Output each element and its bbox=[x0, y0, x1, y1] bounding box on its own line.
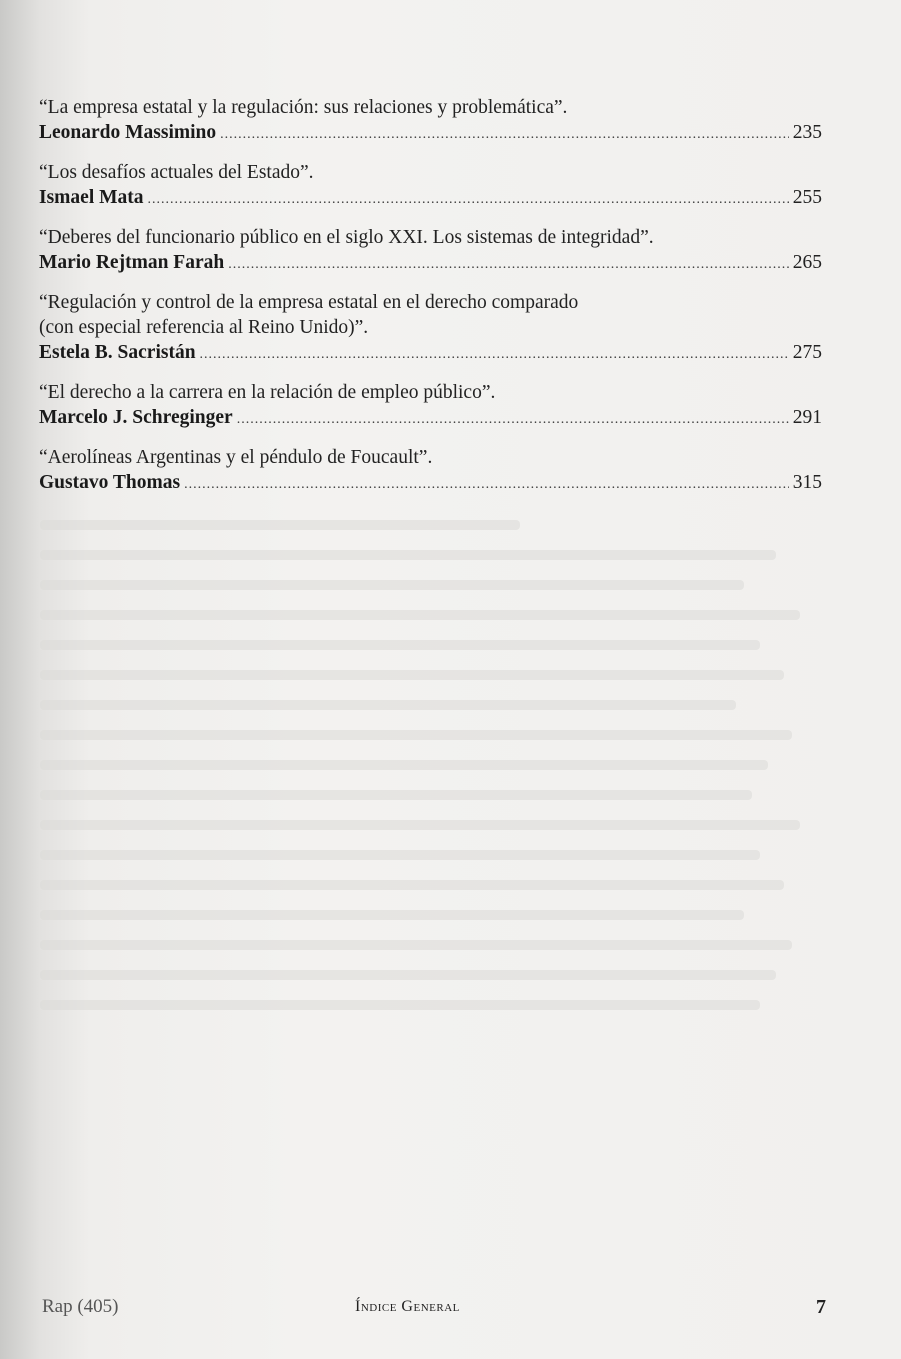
toc-entry[interactable] bbox=[39, 95, 822, 148]
leader-dots bbox=[237, 407, 789, 433]
leader-dots bbox=[148, 187, 789, 213]
entry-page-number: 291 bbox=[792, 407, 822, 428]
entry-page-number: 265 bbox=[792, 252, 822, 273]
leader-dots bbox=[200, 342, 789, 368]
author-line bbox=[39, 185, 822, 213]
entry-page-number: 255 bbox=[792, 187, 822, 208]
leader-dots bbox=[228, 252, 789, 278]
entry-author: Leonardo Massimino bbox=[39, 122, 217, 143]
entry-title-line-2: (con especial referencia al Reino Unido)”. bbox=[39, 317, 369, 338]
entry-page-number: 275 bbox=[792, 342, 822, 363]
author-line bbox=[39, 120, 822, 148]
leader-dots bbox=[220, 122, 789, 148]
entry-title: “El derecho a la carrera en la relación de empleo público”. bbox=[39, 382, 496, 403]
toc-entry[interactable] bbox=[39, 380, 822, 433]
toc-entry[interactable] bbox=[39, 290, 822, 368]
page-footer bbox=[0, 1296, 901, 1326]
entry-title: “Deberes del funcionario público en el siglo XXI. Los sistemas de integridad”. bbox=[39, 227, 654, 248]
toc-entry[interactable] bbox=[39, 445, 822, 498]
entry-page-number: 315 bbox=[792, 472, 822, 493]
entry-title: “Los desafíos actuales del Estado”. bbox=[39, 162, 314, 183]
leader-dots bbox=[184, 472, 789, 498]
entry-author: Mario Rejtman Farah bbox=[39, 252, 225, 273]
author-line bbox=[39, 340, 822, 368]
table-of-contents bbox=[39, 95, 822, 510]
page-number: 7 bbox=[816, 1296, 826, 1318]
author-line bbox=[39, 250, 822, 278]
entry-author: Estela B. Sacristán bbox=[39, 342, 196, 363]
journal-issue: Rap (405) bbox=[42, 1296, 119, 1317]
entry-author: Marcelo J. Schreginger bbox=[39, 407, 233, 428]
author-line bbox=[39, 405, 822, 433]
entry-title: “La empresa estatal y la regulación: sus relaciones y problemática”. bbox=[39, 97, 568, 118]
entry-author: Ismael Mata bbox=[39, 187, 144, 208]
author-line bbox=[39, 470, 822, 498]
entry-title: “Regulación y control de la empresa estatal en el derecho comparado bbox=[39, 292, 579, 313]
toc-entry[interactable] bbox=[39, 160, 822, 213]
show-through-text bbox=[40, 500, 840, 1030]
entry-title: “Aerolíneas Argentinas y el péndulo de Foucault”. bbox=[39, 447, 433, 468]
entry-page-number: 235 bbox=[792, 122, 822, 143]
toc-entry[interactable] bbox=[39, 225, 822, 278]
entry-author: Gustavo Thomas bbox=[39, 472, 181, 493]
running-header: Índice General bbox=[355, 1298, 460, 1315]
